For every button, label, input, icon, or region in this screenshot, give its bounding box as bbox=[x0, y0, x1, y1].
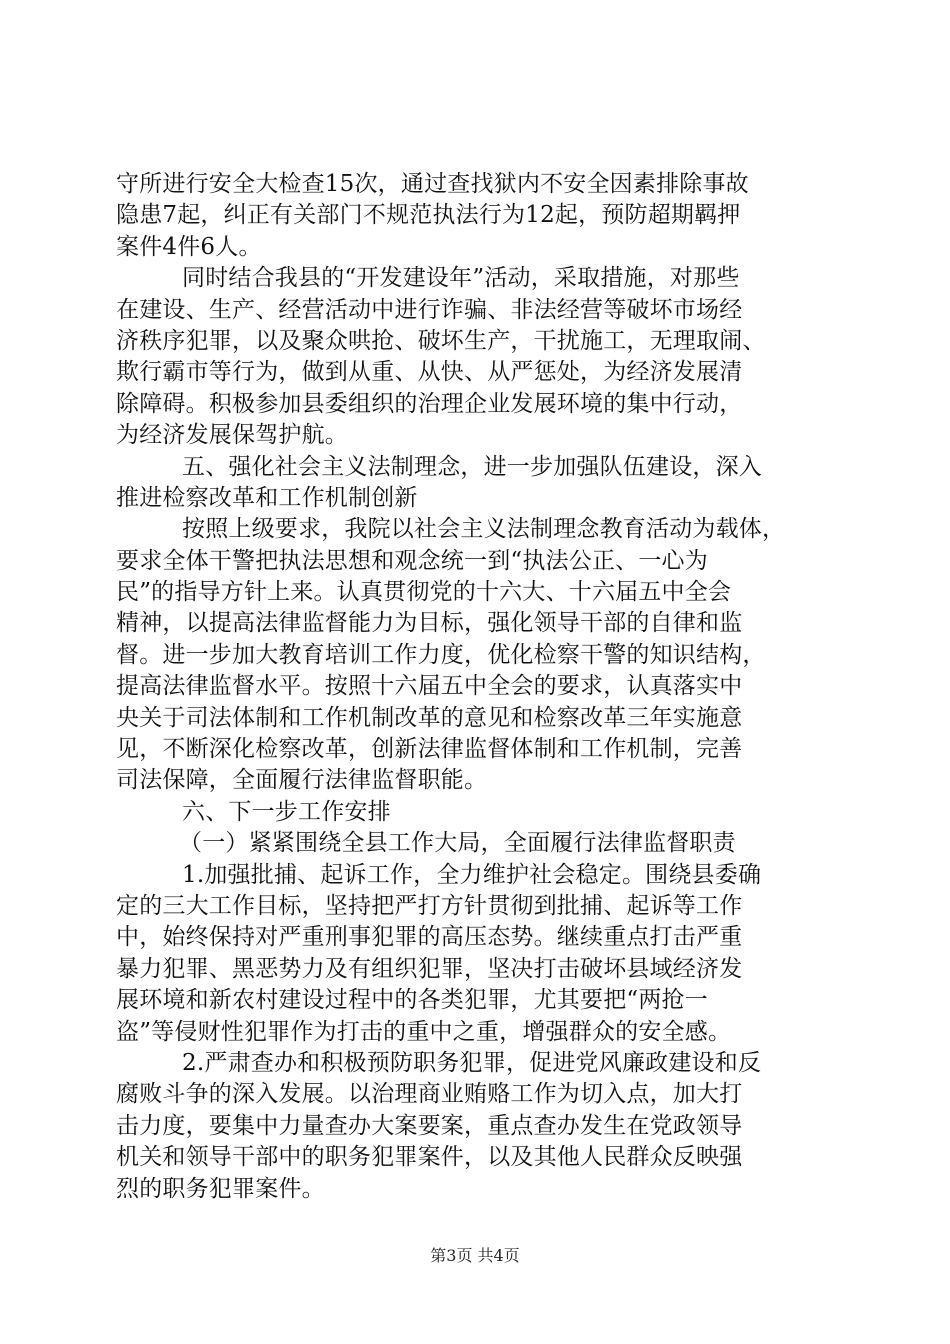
text-line: 暴力犯罪、黑恶势力及有组织犯罪，坚决打击破坏县域经济发 bbox=[116, 955, 743, 982]
text-line: 要求全体干警把执法思想和观念统一到“执法公正、一心为 bbox=[116, 547, 708, 574]
text-line: 机关和领导干部中的职务犯罪案件，以及其他人民群众反映强 bbox=[116, 1144, 743, 1171]
section-heading: 五、强化社会主义法制理念，进一步加强队伍建设，深入 bbox=[182, 453, 762, 480]
text-line: 欺行霸市等行为，做到从重、从快、从严惩处，为经济发展清 bbox=[116, 359, 743, 386]
text-line: 央关于司法体制和工作机制改革的意见和检察改革三年实施意 bbox=[116, 704, 743, 731]
text-line: 盗”等侵财性犯罪作为打击的重中之重，增强群众的安全感。 bbox=[116, 1018, 732, 1045]
text-line: 击力度，要集中力量查办大案要案，重点查办发生在党政领导 bbox=[116, 1112, 743, 1139]
text-line: 案件4件6人。 bbox=[116, 233, 262, 260]
text-line: 守所进行安全大检查15次，通过查找狱内不安全因素排除事故 bbox=[116, 171, 749, 197]
paragraph-start: 1.加强批捕、起诉工作，全力维护社会稳定。围绕县委确 bbox=[182, 861, 762, 888]
text-line: 济秩序犯罪，以及聚众哄抢、破坏生产，干扰施工，无理取闹、 bbox=[116, 327, 766, 354]
text-line: 提高法律监督水平。按照十六届五中全会的要求，认真落实中 bbox=[116, 673, 743, 700]
text-line: 腐败斗争的深入发展。以治理商业贿赂工作为切入点，加大打 bbox=[116, 1081, 743, 1108]
document-body bbox=[116, 169, 844, 1205]
section-heading-continued: 推进检察改革和工作机制创新 bbox=[116, 484, 418, 511]
section-heading: 六、下一步工作安排 bbox=[182, 798, 391, 825]
text-line: 在建设、生产、经营活动中进行诈骗、非法经营等破坏市场经 bbox=[116, 296, 743, 323]
text-line: 精神，以提高法律监督能力为目标，强化领导干部的自律和监 bbox=[116, 610, 743, 637]
subsection-heading: （一）紧紧围绕全县工作大局，全面履行法律监督职责 bbox=[179, 830, 736, 857]
text-line: 为经济发展保驾护航。 bbox=[116, 422, 348, 449]
text-line: 除障碍。积极参加县委组织的治理企业发展环境的集中行动， bbox=[116, 390, 743, 417]
text-line: 烈的职务犯罪案件。 bbox=[116, 1175, 325, 1202]
text-line: 督。进一步加大教育培训工作力度，优化检察干警的知识结构， bbox=[116, 641, 766, 668]
text-line: 展环境和新农村建设过程中的各类犯罪，尤其要把“两抢一 bbox=[116, 987, 708, 1014]
text-line: 中，始终保持对严重刑事犯罪的高压态势。继续重点打击严重 bbox=[116, 924, 743, 951]
text-line: 民”的指导方针上来。认真贯彻党的十六大、十六届五中全会 bbox=[116, 579, 732, 606]
text-line: 定的三大工作目标，坚持把严打方针贯彻到批捕、起诉等工作 bbox=[116, 892, 743, 919]
page-number-footer: 第3页 共4页 bbox=[430, 1246, 520, 1265]
text-line: 隐患7起，纠正有关部门不规范执法行为12起，预防超期羁押 bbox=[116, 202, 741, 229]
paragraph-start: 同时结合我县的“开发建设年”活动，采取措施，对那些 bbox=[182, 265, 740, 292]
text-line: 司法保障，全面履行法律监督职能。 bbox=[116, 767, 488, 794]
paragraph-start: 2.严肃查办和积极预防职务犯罪，促进党风廉政建设和反 bbox=[182, 1049, 762, 1076]
text-line: 见，不断深化检察改革，创新法律监督体制和工作机制，完善 bbox=[116, 736, 743, 763]
paragraph-start: 按照上级要求，我院以社会主义法制理念教育活动为载体， bbox=[182, 516, 786, 543]
